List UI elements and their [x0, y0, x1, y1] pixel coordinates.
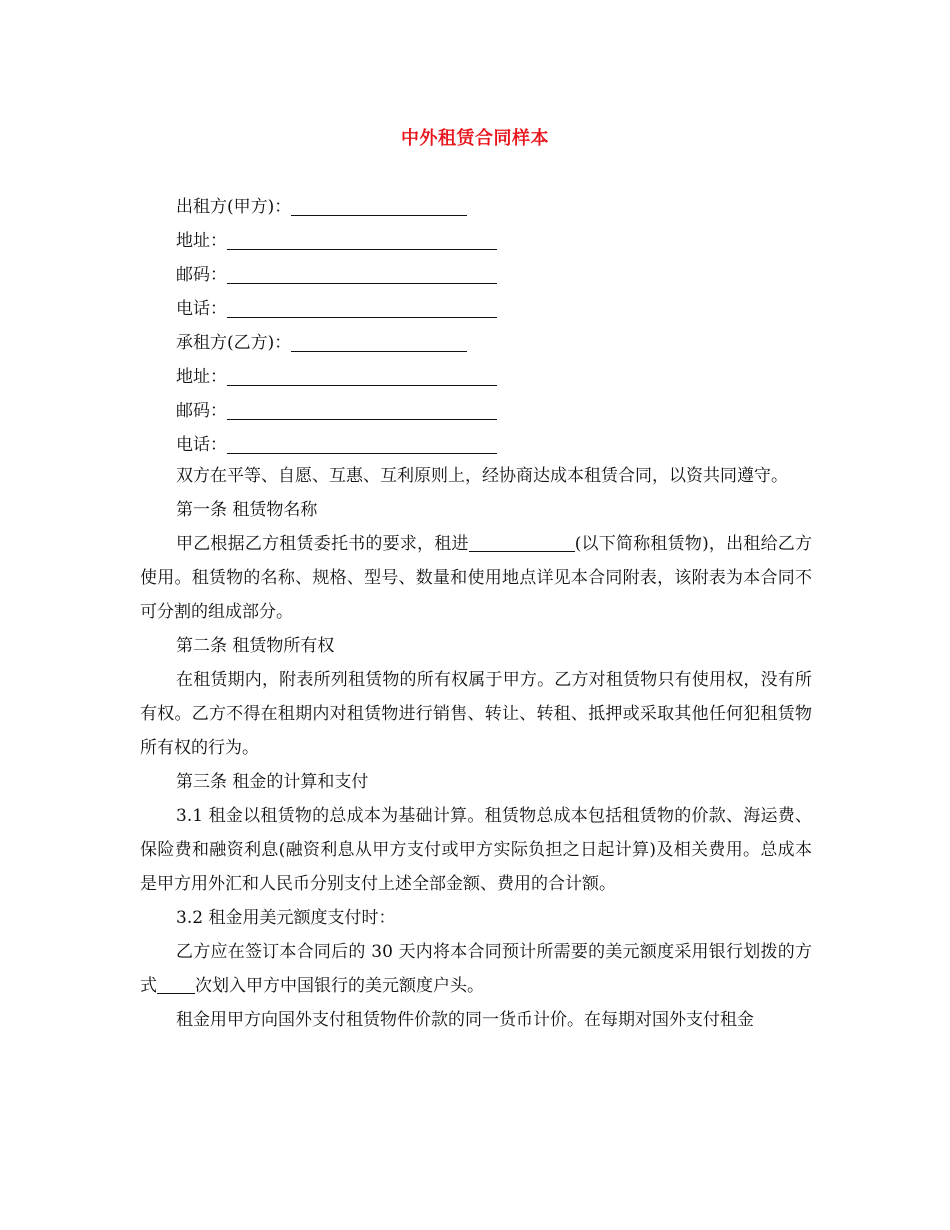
transfer-times-blank: [157, 972, 195, 994]
lessee-phone-blank: [227, 432, 497, 454]
lessor-phone-label: 电话：: [176, 299, 227, 319]
intro-paragraph: 双方在平等、自愿、互惠、互利原则上，经协商达成本租赁合同，以资共同遵守。: [176, 466, 788, 486]
clause-3-2: 3.2 租金用美元额度支付时：: [176, 908, 396, 928]
lessor-name-blank: [291, 194, 467, 216]
lessee-postcode-label: 邮码：: [176, 401, 227, 421]
lessor-address-label: 地址：: [176, 231, 227, 251]
lessor-heading-row: [176, 193, 776, 227]
lessor-postcode-blank: [227, 262, 497, 284]
document-title: 中外租赁合同样本: [401, 128, 549, 149]
lessee-heading-label: 承租方(乙方)：: [176, 333, 292, 353]
lessee-address-blank: [227, 364, 497, 386]
lessor-postcode-row: [176, 261, 776, 295]
clause-3-1: 3.1 租金以租赁物的总成本为基础计算。租赁物总成本包括租赁物的价款、海运费、保险费和融资利息(融资利息从甲方支付或甲方实际负担之日起计算)及相关费用。总成本是甲方用外汇和人民币分别支付上述全部金额、费用的合计额。: [140, 806, 812, 894]
lessor-phone-row: [176, 295, 776, 329]
lessee-postcode-blank: [227, 398, 497, 420]
lessor-address-row: [176, 227, 776, 261]
contract-body: [140, 459, 812, 1037]
article2-heading: 第二条 租赁物所有权: [176, 636, 335, 656]
lessor-heading-label: 出租方(甲方)：: [176, 197, 292, 217]
lessor-phone-blank: [227, 296, 497, 318]
lessee-heading-row: [176, 329, 776, 363]
lessor-postcode-label: 邮码：: [176, 265, 227, 285]
clause-3-2-paragraph-2: 租金用甲方向国外支付租赁物件价款的同一货币计价。在每期对国外支付租金: [176, 1010, 754, 1030]
article3-heading: 第三条 租金的计算和支付: [176, 772, 369, 792]
clause-3-2-p1-after: 次划入甲方中国银行的美元额度户头。: [195, 976, 484, 996]
lessee-phone-label: 电话：: [176, 435, 227, 455]
goods-name-blank: [469, 530, 575, 552]
article1-text-before: 甲乙根据乙方租赁委托书的要求，租进: [176, 534, 469, 554]
lessee-address-label: 地址：: [176, 367, 227, 387]
article1-paragraph: [140, 527, 812, 629]
article1-heading: 第一条 租赁物名称: [176, 500, 318, 520]
lessee-name-blank: [291, 330, 467, 352]
party-fields: [176, 193, 776, 465]
clause-3-2-paragraph-1: [140, 935, 812, 1003]
lessee-address-row: [176, 363, 776, 397]
article2-paragraph: 在租赁期内，附表所列租赁物的所有权属于甲方。乙方对租赁物只有使用权，没有所有权。乙方不得在租期内对租赁物进行销售、转让、转租、抵押或采取其他任何犯租赁物所有权的行为。: [140, 670, 812, 758]
lessee-postcode-row: [176, 397, 776, 431]
article1-text-after: (以下简称租赁物)，出租给乙方使用。租赁物的名称、规格、型号、数量和使用地点详见本合同附表，该附表为本合同不可分割的组成部分。: [140, 534, 813, 622]
lessor-address-blank: [227, 228, 497, 250]
clause-3-2-p1-before: 乙方应在签订本合同后的 30 天内将本合同预计所需要的美元额度采用银行划拨的方式: [140, 942, 812, 996]
